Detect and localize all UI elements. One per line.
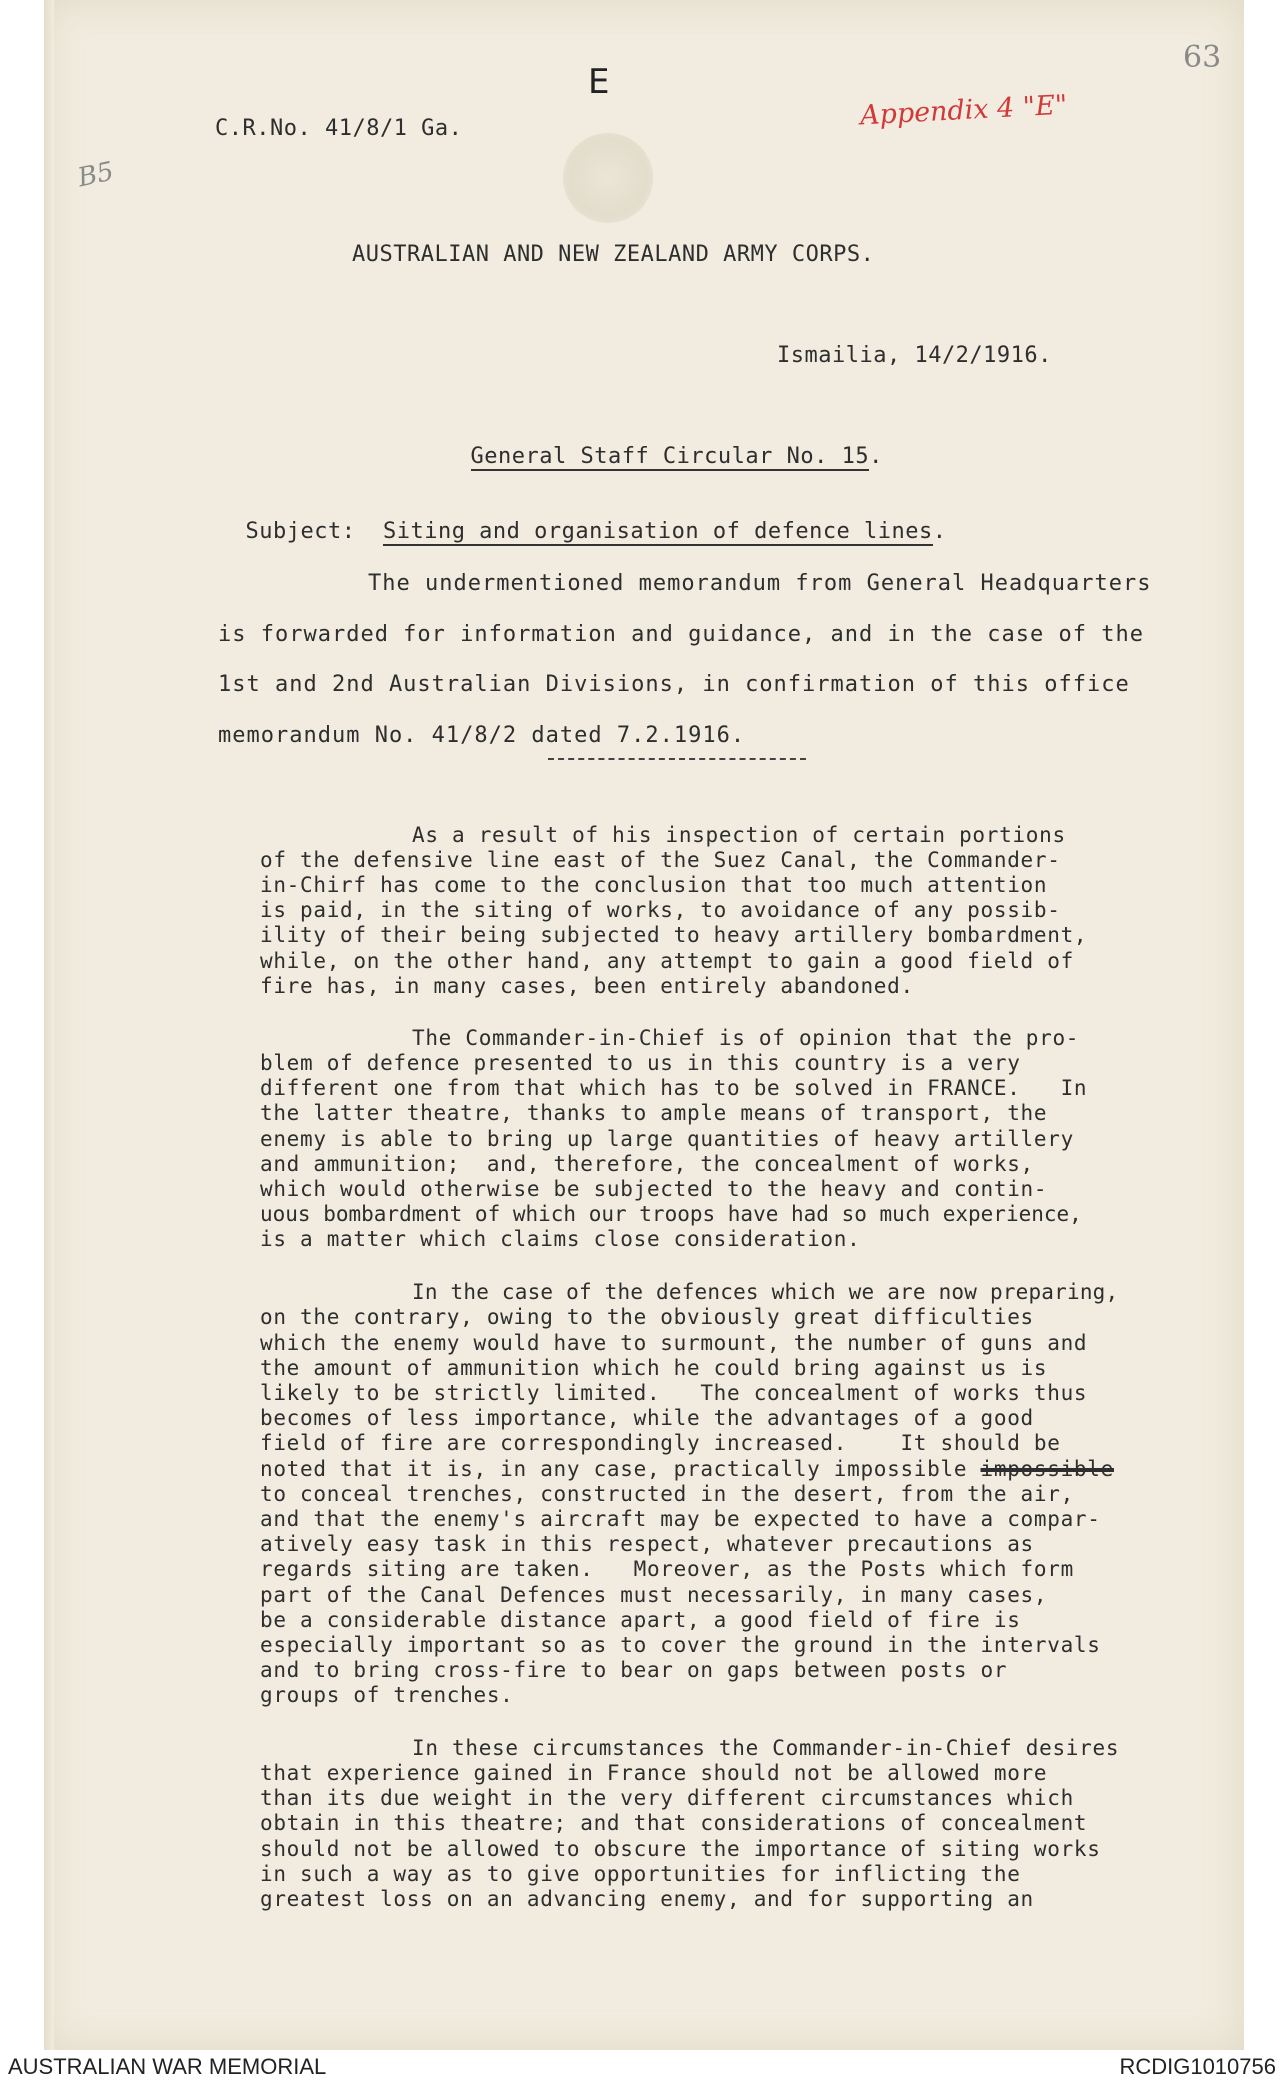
appendix-annotation: Appendix 4 "E": [859, 89, 1069, 132]
subject-text: Siting and organisation of defence lines: [382, 519, 933, 544]
memo-line: blem of defence presented to us in this country is a very: [260, 1051, 1021, 1075]
subject-label: Subject:: [245, 519, 356, 544]
memo-line: is paid, in the siting of works, to avoidance of any possib-: [260, 898, 1061, 922]
place-date: Ismailia, 14/2/1916.: [777, 343, 1052, 368]
intro-line: The undermentioned memorandum from General Headquarters: [368, 571, 1152, 596]
memo-line: of the defensive line east of the Suez Canal, the Commander-: [260, 848, 1061, 872]
memo-line: [260, 1457, 1114, 1481]
circular-title: General Staff Circular No. 15.: [470, 444, 883, 469]
memo-line: especially important so as to cover the ground in the intervals: [260, 1633, 1101, 1657]
memo-line: In these circumstances the Commander-in-Chief desires: [412, 1736, 1120, 1760]
memo-line: In the case of the defences which we are now preparing,: [412, 1280, 1119, 1304]
memo-line: regards siting are taken. Moreover, as the Posts which form: [260, 1557, 1074, 1581]
memo-line: which the enemy would have to surmount, the number of guns and: [260, 1331, 1088, 1355]
memo-line: and to bring cross-fire to bear on gaps between posts or: [260, 1658, 1008, 1682]
memo-line: ility of their being subjected to heavy artillery bombardment,: [260, 923, 1088, 947]
intro-line: 1st and 2nd Australian Divisions, in confirmation of this office: [218, 672, 1130, 697]
memo-line: the amount of ammunition which he could bring against us is: [260, 1356, 1048, 1380]
memo-line: in such a way as to give opportunities for inflicting the: [260, 1862, 1021, 1886]
page-number: 63: [1183, 40, 1222, 75]
memo-line: fire has, in many cases, been entirely abandoned.: [260, 974, 914, 998]
circular-title-text: General Staff Circular No. 15: [470, 444, 870, 469]
memo-line: on the contrary, owing to the obviously great difficulties: [260, 1305, 1034, 1329]
memo-line: be a considerable distance apart, a good field of fire is: [260, 1608, 1021, 1632]
memo-line: obtain in this theatre; and that considerations of concealment: [260, 1811, 1088, 1835]
memo-line: while, on the other hand, any attempt to gain a good field of: [260, 949, 1074, 973]
memo-line: which would otherwise be subjected to the heavy and contin-: [260, 1177, 1048, 1201]
memo-line: in-Chirf has come to the conclusion that too much attention: [260, 873, 1048, 897]
memo-line: the latter theatre, thanks to ample means of transport, the: [260, 1101, 1048, 1125]
struck-word: impossible: [980, 1457, 1114, 1481]
memo-line: greatest loss on an advancing enemy, and for supporting an: [260, 1887, 1034, 1911]
embossed-seal: [563, 133, 653, 223]
memo-line: field of fire are correspondingly increased. It should be: [260, 1431, 1061, 1455]
memo-line: different one from that which has to be solved in FRANCE. In: [260, 1076, 1088, 1100]
memo-line: likely to be strictly limited. The concealment of works thus: [260, 1381, 1088, 1405]
memo-line: The Commander-in-Chief is of opinion that the pro-: [412, 1026, 1080, 1050]
dashed-rule: [548, 758, 806, 760]
memo-line: atively easy task in this respect, whatever precautions as: [260, 1532, 1034, 1556]
handwritten-letter: E: [588, 62, 610, 102]
memo-line: that experience gained in France should not be allowed more: [260, 1761, 1048, 1785]
memo-line: is a matter which claims close consideration.: [260, 1227, 861, 1251]
margin-mark: B5: [75, 156, 117, 194]
memo-line: enemy is able to bring up large quantities of heavy artillery: [260, 1127, 1074, 1151]
memo-line: groups of trenches.: [260, 1683, 514, 1707]
subject-line: Subject: Siting and organisation of defence lines.: [245, 519, 947, 544]
memo-line: becomes of less importance, while the advantages of a good: [260, 1406, 1034, 1430]
footer-source: AUSTRALIAN WAR MEMORIAL: [8, 2054, 327, 2079]
intro-line: memorandum No. 41/8/2 dated 7.2.1916.: [218, 723, 746, 748]
memo-line: and that the enemy's aircraft may be expected to have a compar-: [260, 1507, 1101, 1531]
organisation-title: AUSTRALIAN AND NEW ZEALAND ARMY CORPS.: [352, 242, 875, 267]
page-edge: [44, 0, 54, 2050]
memo-line: than its due weight in the very different circumstances which: [260, 1786, 1074, 1810]
memo-line: As a result of his inspection of certain portions: [412, 823, 1066, 847]
memo-line-text: noted that it is, in any case, practically impossible: [260, 1457, 981, 1481]
memo-line: part of the Canal Defences must necessarily, in many cases,: [260, 1583, 1048, 1607]
memo-line: to conceal trenches, constructed in the desert, from the air,: [260, 1482, 1074, 1506]
reference-number: C.R.No. 41/8/1 Ga.: [215, 116, 463, 141]
intro-line: is forwarded for information and guidance, and in the case of the: [218, 622, 1144, 647]
memo-line: and ammunition; and, therefore, the concealment of works,: [260, 1152, 1034, 1176]
footer-id: RCDIG1010756: [1119, 2054, 1276, 2079]
memo-line: uous bombardment of which our troops have had so much experience,: [260, 1202, 1082, 1226]
memo-line: should not be allowed to obscure the importance of siting works: [260, 1837, 1101, 1861]
